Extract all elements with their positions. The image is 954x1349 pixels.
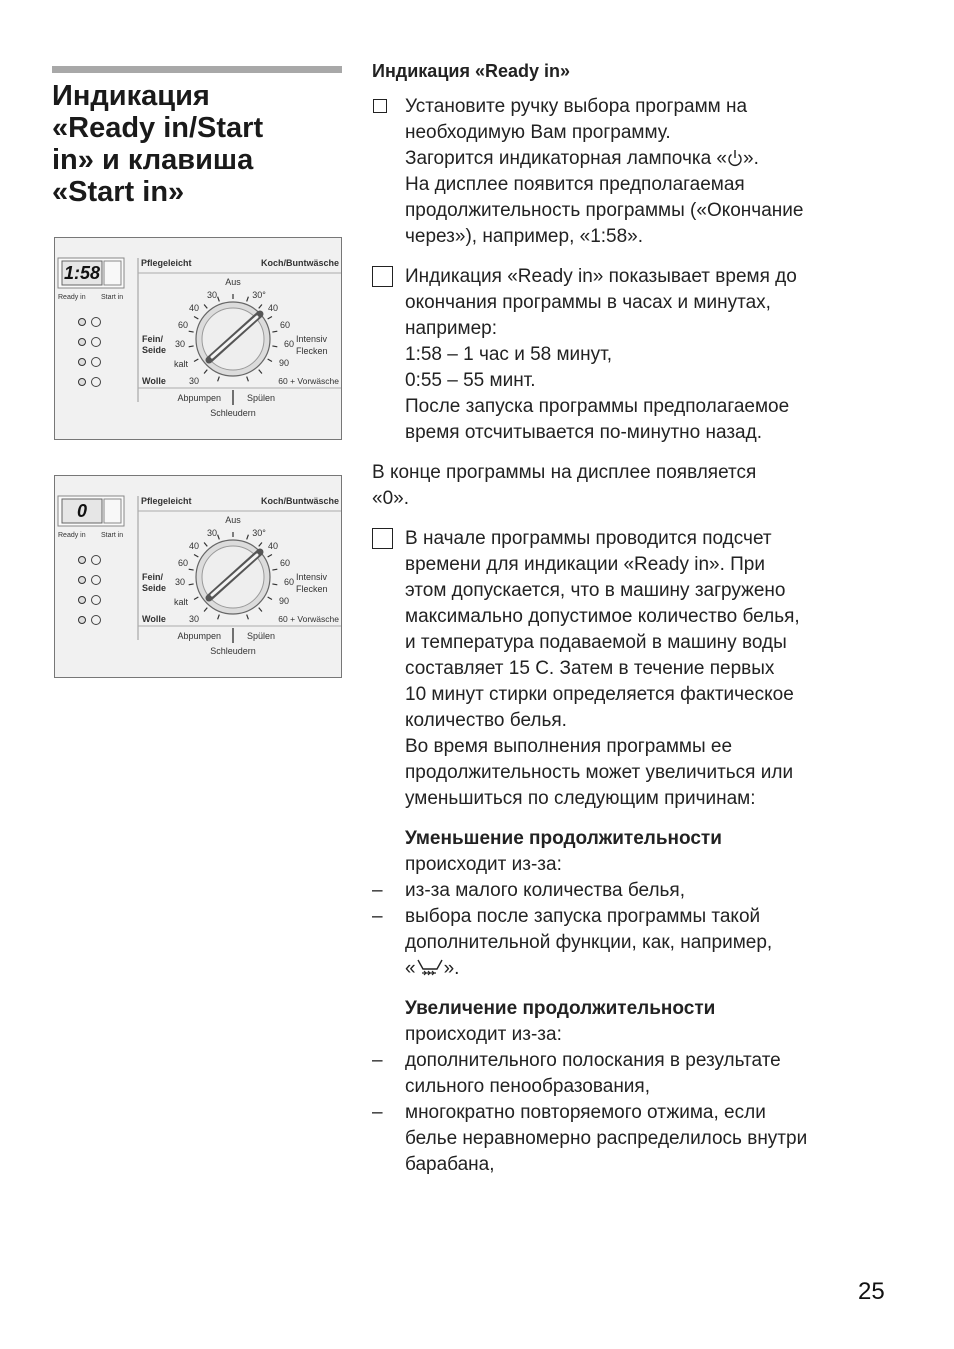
indicator-lamp	[79, 577, 86, 584]
dial-tick	[194, 597, 198, 600]
control-panel-1	[54, 237, 342, 440]
dial-label-aus: Aus	[225, 277, 241, 287]
indicator-lamp	[79, 359, 86, 366]
decrease-intro: происходит из-за:	[405, 854, 562, 875]
dial-tick	[189, 584, 194, 585]
dial-label: 90	[278, 358, 290, 368]
increase-heading: Увеличение продолжительности	[405, 998, 716, 1019]
program-label-seide: Seide	[142, 583, 167, 593]
dial-tick	[247, 377, 249, 382]
dial-label: 30	[188, 614, 200, 624]
indicator-lamp	[79, 319, 86, 326]
dial-tick	[259, 608, 262, 612]
wash-icon	[92, 338, 101, 347]
dial-label: 30°	[252, 290, 266, 300]
dial-label: 60	[177, 558, 189, 568]
step-2	[372, 264, 902, 446]
dial-label: 30	[206, 290, 218, 300]
indicator-lamp	[79, 379, 86, 386]
decrease-item-text: из-за малого количества белья,	[405, 880, 685, 901]
dial-label: 60	[283, 339, 295, 349]
dial-label: 40	[267, 541, 279, 551]
dial-label: 60	[177, 320, 189, 330]
decrease-item-text: выбора после запуска программы такой дополнительной функции, как, например,	[405, 906, 773, 953]
start-in-button	[104, 261, 121, 285]
dash: –	[372, 1102, 383, 1123]
control-panel-2-drawing	[55, 476, 342, 678]
program-label-fein: Fein/	[142, 334, 164, 344]
dial-tick	[218, 615, 220, 620]
display-digits: 0	[76, 501, 88, 521]
dial-tick	[218, 535, 220, 540]
dial-label: 30°	[252, 528, 266, 538]
program-label-koch: Koch/Buntwäsche	[260, 258, 339, 268]
indicator-lamp	[79, 339, 86, 346]
dial-tick	[272, 346, 277, 347]
program-label-spulen: Spülen	[247, 631, 276, 641]
program-label-spulen: Spülen	[247, 393, 276, 403]
option-flecken: Flecken	[296, 584, 328, 594]
rinse-icon	[92, 318, 101, 327]
spin-icon	[92, 358, 101, 367]
option-vorwasche: 60 + Vorwäsche	[278, 376, 339, 386]
indicator-lamp	[79, 557, 86, 564]
dial-tick	[204, 543, 207, 547]
subtitle: Индикация «Ready in»	[372, 61, 570, 81]
dial-tick	[272, 569, 277, 570]
display-digits: 1:58	[63, 263, 101, 283]
option-vorwasche: 60 + Vorwäsche	[278, 614, 339, 624]
dial-tick	[189, 569, 194, 570]
dial-tick	[247, 615, 249, 620]
program-label-seide: Seide	[142, 345, 167, 355]
step-1-lamp-pre: Загорится индикаторная лампочка «	[405, 148, 727, 169]
quote-open: «	[405, 958, 416, 979]
decrease-heading: Уменьшение продолжительности	[405, 828, 722, 849]
dial-label: 40	[267, 303, 279, 313]
dash: –	[372, 1050, 383, 1071]
step-1-lamp-post: ».	[743, 148, 759, 169]
step-1-text: Установите ручку выбора программ на необходимую Вам программу.	[405, 96, 748, 143]
spin-icon	[92, 596, 101, 605]
dial-label: 30	[174, 577, 186, 587]
step-1	[372, 94, 902, 250]
start-in-label: Start in	[101, 532, 124, 539]
increase-item	[372, 1100, 902, 1178]
dial-tick	[268, 555, 272, 558]
option-intensiv: Intensiv	[296, 334, 328, 344]
page-number: 25	[858, 1278, 885, 1305]
option-flecken: Flecken	[296, 346, 328, 356]
indicator-lamp	[79, 597, 86, 604]
dial-tick	[259, 543, 262, 547]
dial-tick	[259, 370, 262, 374]
program-label-wolle: Wolle	[142, 614, 166, 624]
dial-tick	[272, 331, 277, 332]
section-title: Индикация «Ready in/Start in» и клавиша «Start in»	[52, 80, 264, 208]
increase-intro: происходит из-за:	[405, 1024, 562, 1045]
dial-tick	[194, 359, 198, 362]
dial-tick	[189, 331, 194, 332]
power-icon	[92, 616, 101, 625]
ready-in-label: Ready in	[58, 532, 86, 539]
start-in-button	[104, 499, 121, 523]
step-box-icon	[372, 266, 393, 287]
wash-icon	[92, 576, 101, 585]
decrease-item	[372, 878, 902, 904]
dial-label: 60	[279, 320, 291, 330]
dial-tick	[247, 297, 249, 302]
dial-tick	[204, 608, 207, 612]
increase-item-text: многократно повторяемого отжима, если белье неравномерно распределилось внутри барабана,	[405, 1102, 808, 1175]
indicator-lamp	[79, 617, 86, 624]
dial-tick	[268, 597, 272, 600]
dash: –	[372, 880, 383, 901]
dial-tick	[268, 317, 272, 320]
dial-tick	[194, 555, 198, 558]
program-label-schleudern: Schleudern	[210, 646, 256, 656]
dial-tick	[204, 305, 207, 309]
dial-label: 30	[174, 339, 186, 349]
decrease-item-icon-line	[405, 956, 902, 982]
dial-label: kalt	[173, 597, 189, 607]
checkbox-icon	[373, 99, 387, 113]
decrease-item	[372, 904, 902, 982]
speed-wash-icon	[416, 957, 444, 977]
power-icon	[92, 378, 101, 387]
dial-tick	[189, 346, 194, 347]
dial-label: 30	[206, 528, 218, 538]
control-panel-2	[54, 475, 342, 678]
dial-tick	[204, 370, 207, 374]
dial-tick	[218, 377, 220, 382]
dial-tick	[268, 359, 272, 362]
increase-item	[372, 1048, 902, 1100]
quote-close: ».	[443, 958, 460, 979]
increase-item-text: дополнительного полоскания в результате сильного пенообразования,	[405, 1050, 781, 1097]
control-panel-1-drawing	[55, 238, 342, 440]
dial-label: 60	[283, 577, 295, 587]
program-label-wolle: Wolle	[142, 376, 166, 386]
dial-label: 30	[188, 376, 200, 386]
program-label-abpumpen: Abpumpen	[177, 631, 221, 641]
step-1-display: На дисплее появится предполагаемая продолжительность программы («Окончание через»), например, «1:58».	[405, 174, 804, 247]
option-intensiv: Intensiv	[296, 572, 328, 582]
dial-label: 90	[278, 596, 290, 606]
ready-in-label: Ready in	[58, 294, 86, 301]
dial-tick	[272, 584, 277, 585]
dial-tick	[194, 317, 198, 320]
rinse-icon	[92, 556, 101, 565]
dial-tick	[247, 535, 249, 540]
program-label-pflegeleicht: Pflegeleicht	[141, 496, 192, 506]
dial-label: kalt	[173, 359, 189, 369]
dash: –	[372, 906, 383, 927]
start-in-label: Start in	[101, 294, 124, 301]
dial-tick	[259, 305, 262, 309]
program-label-schleudern: Schleudern	[210, 408, 256, 418]
section-rule	[52, 66, 342, 73]
dial-label: 40	[188, 541, 200, 551]
dial-label: 40	[188, 303, 200, 313]
step-2-text: Индикация «Ready in» показывает время до окончания программы в часах и минутах, например: 1:58 – 1 час и 58 минут, 0:55 – 55 минт. После запуска программы предполагаемое время отсчитывается по-минутно назад.	[405, 266, 797, 443]
step-3-text: В начале программы проводится подсчет времени для индикации «Ready in». При этом допускается, что в машину загружено максимально допустимое количество белья, и температура подаваемой в машину воды составляет 15 С. Затем в течение первых 10 минут стирки определяется фактическое количество белья. Во время выполнения программы ее продолжительность может увеличиться или уменьшиться по следующим причинам:	[405, 528, 800, 809]
dial-tick	[218, 297, 220, 302]
dial-label: 60	[279, 558, 291, 568]
end-note: В конце программы на дисплее появляется «0».	[372, 462, 757, 509]
step-box-icon	[372, 528, 393, 549]
program-label-koch: Koch/Buntwäsche	[260, 496, 339, 506]
content-column	[372, 58, 902, 1178]
power-icon	[727, 149, 743, 167]
step-3	[372, 526, 902, 812]
step-1-lamp	[405, 146, 902, 172]
program-label-abpumpen: Abpumpen	[177, 393, 221, 403]
dial-label-aus: Aus	[225, 515, 241, 525]
program-label-pflegeleicht: Pflegeleicht	[141, 258, 192, 268]
program-label-fein: Fein/	[142, 572, 164, 582]
